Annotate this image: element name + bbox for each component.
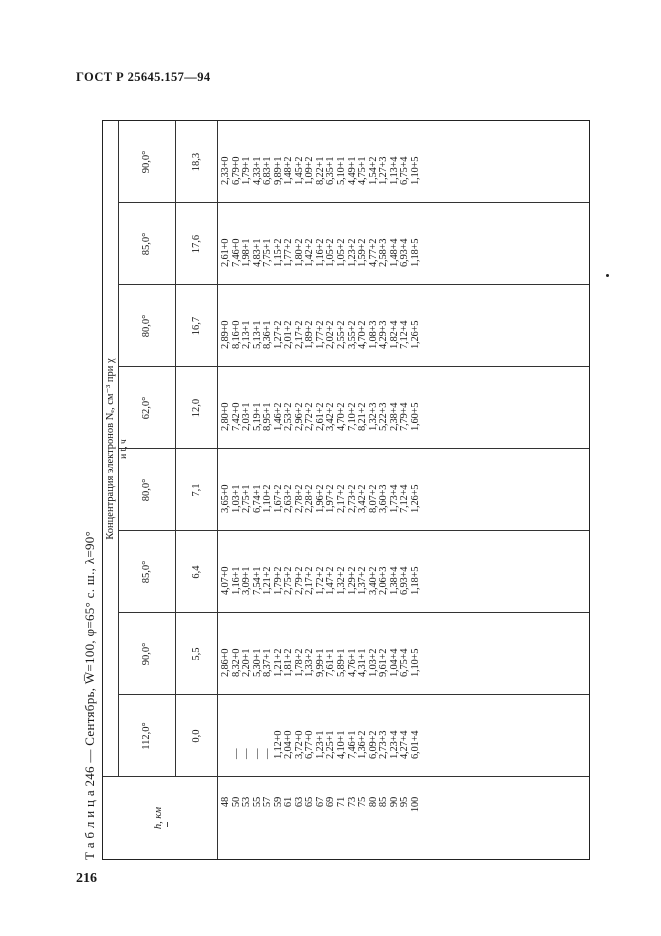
value-cell: 1,81+2 <box>283 648 295 677</box>
page-number: 216 <box>76 871 97 886</box>
value-cell: — <box>230 748 242 759</box>
value-cell: 5,89+1 <box>336 648 348 677</box>
value-cell: 1,78+2 <box>293 648 305 677</box>
row-header: h, км <box>153 806 164 830</box>
chi-header: 80,0° <box>141 478 152 502</box>
value-cell: 7,75+1 <box>262 238 274 267</box>
value-cell: 6,74+1 <box>251 484 263 513</box>
value-cell: 2,17+2 <box>293 320 305 349</box>
value-cell: 4,83+1 <box>251 238 263 267</box>
value-cell: 6,77+0 <box>304 730 316 759</box>
value-cell: 4,10+1 <box>336 730 348 759</box>
value-cell: 9,99+1 <box>314 648 326 677</box>
value-cell: 2,89+0 <box>220 320 231 349</box>
value-cell: 3,42+2 <box>325 402 337 431</box>
value-cell: 2,04+0 <box>283 730 295 759</box>
heights-column <box>221 797 421 839</box>
value-cell: 4,33+1 <box>251 156 263 185</box>
height-cell: 59 <box>272 797 284 808</box>
value-cell: 4,70+2 <box>357 320 369 349</box>
value-cell: 1,21+2 <box>262 566 274 595</box>
chi-header: 85,0° <box>141 560 152 584</box>
value-cell: 1,23+1 <box>314 730 326 759</box>
value-cell: 6,93+4 <box>399 566 411 595</box>
value-cell: 4,49+1 <box>346 156 358 185</box>
value-cell: 1,03+2 <box>367 648 379 677</box>
value-cell: 4,76+1 <box>346 648 358 677</box>
value-cell: 4,77+2 <box>367 238 379 267</box>
column-rule <box>118 530 589 531</box>
value-cell: 2,06+3 <box>378 566 390 595</box>
value-column <box>221 535 421 595</box>
value-cell: 5,30+1 <box>251 648 263 677</box>
value-cell: 2,79+2 <box>293 566 305 595</box>
value-cell: 4,07+0 <box>220 566 231 595</box>
value-cell: 5,22+3 <box>378 402 390 431</box>
value-cell: 1,36+2 <box>357 730 369 759</box>
value-cell: 1,37+2 <box>357 566 369 595</box>
value-cell: — <box>241 748 253 759</box>
stray-mark <box>606 274 609 277</box>
t-header: 6,4 <box>191 565 202 579</box>
value-cell: 8,22+1 <box>314 156 326 185</box>
value-cell: 2,61+0 <box>220 238 231 267</box>
value-cell: 7,54+1 <box>251 566 263 595</box>
value-cell: 2,61+2 <box>314 402 326 431</box>
height-cell: 95 <box>399 797 411 808</box>
value-cell: 2,96+2 <box>293 402 305 431</box>
value-cell: 5,13+1 <box>251 320 263 349</box>
value-column <box>221 617 421 677</box>
value-cell: 7,79+4 <box>399 402 411 431</box>
column-rule <box>118 366 589 367</box>
value-cell: 1,98+1 <box>241 238 253 267</box>
value-cell: 2,28+2 <box>304 484 316 513</box>
height-cell: 65 <box>304 797 316 808</box>
value-cell: 2,13+1 <box>241 320 253 349</box>
height-cell: 75 <box>357 797 369 808</box>
column-rule <box>118 284 589 285</box>
value-cell: 3,42+2 <box>357 484 369 513</box>
value-cell: 7,12+4 <box>399 320 411 349</box>
value-cell: 1,27+3 <box>378 156 390 185</box>
rule-t-row <box>217 121 218 859</box>
value-cell: 4,31+1 <box>357 648 369 677</box>
value-cell: 3,60+3 <box>378 484 390 513</box>
value-cell: 3,55+2 <box>346 320 358 349</box>
height-cell: 63 <box>293 797 305 808</box>
height-cell: 85 <box>378 797 390 808</box>
value-cell: 2,17+2 <box>304 566 316 595</box>
value-cell: 1,16+1 <box>230 566 242 595</box>
value-cell: — <box>251 748 263 759</box>
value-cell: 7,46+0 <box>230 238 242 267</box>
value-cell: 8,32+0 <box>230 648 242 677</box>
value-cell: 1,54+2 <box>367 156 379 185</box>
value-cell: 4,70+2 <box>336 402 348 431</box>
value-cell: 1,18+5 <box>409 566 421 595</box>
value-cell: 1,38+4 <box>388 566 400 595</box>
value-cell: 2,25+1 <box>325 730 337 759</box>
t-header: 7,1 <box>191 483 202 497</box>
value-cell: 1,13+4 <box>388 156 400 185</box>
value-cell: 2,38+4 <box>388 402 400 431</box>
height-cell: 53 <box>241 797 253 808</box>
value-cell: 8,07+2 <box>367 484 379 513</box>
value-cell: 6,93+4 <box>399 238 411 267</box>
value-column <box>221 699 421 759</box>
value-cell: 1,42+2 <box>304 238 316 267</box>
value-cell: 4,27+4 <box>399 730 411 759</box>
value-cell: 6,09+2 <box>367 730 379 759</box>
value-cell: 1,09+2 <box>304 156 316 185</box>
value-cell: 3,72+0 <box>293 730 305 759</box>
value-cell: 1,33+2 <box>304 648 316 677</box>
chi-header: 90,0° <box>141 642 152 666</box>
value-cell: 2,17+2 <box>336 484 348 513</box>
value-cell: 2,01+2 <box>283 320 295 349</box>
height-cell: 100 <box>409 797 421 813</box>
value-cell: 1,48+2 <box>283 156 295 185</box>
chi-header: 90,0° <box>141 150 152 174</box>
rotated-table-area <box>80 120 590 860</box>
value-cell: 1,10+5 <box>409 156 421 185</box>
value-cell: 1,96+2 <box>314 484 326 513</box>
value-cell: 1,26+5 <box>409 484 421 513</box>
value-cell: 7,42+0 <box>230 402 242 431</box>
height-cell: 80 <box>367 797 379 808</box>
table-caption: Т а б л и ц а 246 — Сентябрь, W̅=100, φ=65° с. ш., λ=90° <box>82 530 97 860</box>
value-cell <box>221 699 232 759</box>
height-cell: 69 <box>325 797 337 808</box>
value-cell: 1,97+2 <box>325 484 337 513</box>
value-cell: 2,78+2 <box>293 484 305 513</box>
value-cell: 1,60+5 <box>409 402 421 431</box>
value-cell: 1,21+2 <box>272 648 284 677</box>
value-cell: 3,65+0 <box>220 484 231 513</box>
value-cell: 2,63+2 <box>283 484 295 513</box>
value-cell: 9,89+1 <box>272 156 284 185</box>
value-cell: 2,55+2 <box>336 320 348 349</box>
t-header: 0,0 <box>191 729 202 743</box>
group-header: Концентрация электронов Nₑ, см⁻³ при χ <box>105 358 116 540</box>
value-cell: 2,33+0 <box>220 156 231 185</box>
height-cell: 48 <box>220 797 231 808</box>
value-cell: 2,75+1 <box>241 484 253 513</box>
height-cell: 50 <box>230 797 242 808</box>
value-cell: 1,67+2 <box>272 484 284 513</box>
value-cell: 1,80+2 <box>293 238 305 267</box>
value-cell: 1,12+0 <box>272 730 284 759</box>
height-cell: 71 <box>336 797 348 808</box>
value-column <box>221 125 421 185</box>
value-cell: 2,58+3 <box>378 238 390 267</box>
rule-h-column <box>103 776 589 777</box>
value-cell: 6,01+4 <box>409 730 421 759</box>
t-header: 5,5 <box>191 647 202 661</box>
height-cell: 55 <box>251 797 263 808</box>
value-cell: 1,79+1 <box>241 156 253 185</box>
height-cell: 57 <box>262 797 274 808</box>
t-header: 17,6 <box>191 234 202 254</box>
value-cell: 1,15+2 <box>272 238 284 267</box>
value-cell: 2,80+0 <box>220 402 231 431</box>
value-cell: 2,20+1 <box>241 648 253 677</box>
value-cell: 2,02+2 <box>325 320 337 349</box>
height-cell: 61 <box>283 797 295 808</box>
value-cell: 1,89+2 <box>304 320 316 349</box>
value-cell: 1,77+2 <box>283 238 295 267</box>
value-cell: 8,21+2 <box>357 402 369 431</box>
value-cell: 1,32+3 <box>367 402 379 431</box>
value-cell: 6,83+1 <box>262 156 274 185</box>
value-cell: 1,05+2 <box>325 238 337 267</box>
value-cell: 1,18+5 <box>409 238 421 267</box>
value-cell: 1,23+2 <box>346 238 358 267</box>
column-rule <box>118 448 589 449</box>
value-cell: 7,10+2 <box>346 402 358 431</box>
value-cell: 1,72+2 <box>314 566 326 595</box>
value-cell: 6,75+4 <box>399 156 411 185</box>
value-cell: 1,48+4 <box>388 238 400 267</box>
t-header: 12,0 <box>191 398 202 418</box>
value-cell: 1,27+2 <box>272 320 284 349</box>
page-header: ГОСТ Р 25645.157—94 <box>76 70 211 84</box>
chi-header: 62,0° <box>141 396 152 420</box>
value-cell: 7,46+1 <box>346 730 358 759</box>
value-cell: 1,04+4 <box>388 648 400 677</box>
data-table <box>102 120 590 860</box>
value-cell: 4,29+3 <box>378 320 390 349</box>
value-cell: 2,86+0 <box>220 648 231 677</box>
value-cell: 2,73+2 <box>346 484 358 513</box>
value-cell: 9,61+2 <box>378 648 390 677</box>
value-cell: 2,03+1 <box>241 402 253 431</box>
sub-header: и t, ч <box>119 439 129 459</box>
value-column <box>221 453 421 513</box>
value-cell: 8,36+1 <box>262 320 274 349</box>
value-cell: 7,12+4 <box>399 484 411 513</box>
value-cell: 1,10+2 <box>262 484 274 513</box>
value-cell: 8,95+1 <box>262 402 274 431</box>
value-cell: 6,75+4 <box>399 648 411 677</box>
rule-chi-row <box>175 121 176 777</box>
value-cell: 2,73+3 <box>378 730 390 759</box>
height-cell: 73 <box>346 797 358 808</box>
value-cell: — <box>262 748 274 759</box>
value-cell: 3,09+1 <box>241 566 253 595</box>
value-cell: 2,72+2 <box>304 402 316 431</box>
value-cell: 8,37+1 <box>262 648 274 677</box>
value-cell: 1,16+2 <box>314 238 326 267</box>
value-cell: 4,75+1 <box>357 156 369 185</box>
value-cell: 1,73+4 <box>388 484 400 513</box>
value-column <box>221 371 421 431</box>
column-rule <box>118 202 589 203</box>
value-cell: 8,16+0 <box>230 320 242 349</box>
chi-header: 80,0° <box>141 314 152 338</box>
chi-header: 85,0° <box>141 232 152 256</box>
value-column <box>221 289 421 349</box>
height-cell: 67 <box>314 797 326 808</box>
t-header: 16,7 <box>191 316 202 336</box>
value-cell: 1,23+4 <box>388 730 400 759</box>
value-cell: 5,10+1 <box>336 156 348 185</box>
value-cell: 6,79+0 <box>230 156 242 185</box>
value-cell: 1,47+2 <box>325 566 337 595</box>
value-cell: 1,08+3 <box>367 320 379 349</box>
value-cell: 1,82+4 <box>388 320 400 349</box>
value-cell: 1,29+2 <box>346 566 358 595</box>
value-cell: 1,26+5 <box>409 320 421 349</box>
value-cell: 1,45+2 <box>293 156 305 185</box>
value-cell: 2,53+2 <box>283 402 295 431</box>
column-rule <box>118 612 589 613</box>
height-cell: 90 <box>388 797 400 808</box>
value-cell: 1,05+2 <box>336 238 348 267</box>
value-column <box>221 207 421 267</box>
value-cell: 1,03+1 <box>230 484 242 513</box>
value-cell: 1,32+2 <box>336 566 348 595</box>
value-cell: 5,19+1 <box>251 402 263 431</box>
value-cell: 1,46+2 <box>272 402 284 431</box>
value-cell: 1,77+2 <box>314 320 326 349</box>
value-cell: 1,59+2 <box>357 238 369 267</box>
value-cell: 6,35+1 <box>325 156 337 185</box>
chi-header: 112,0° <box>141 722 152 750</box>
value-cell: 1,79+2 <box>272 566 284 595</box>
value-cell: 7,61+1 <box>325 648 337 677</box>
t-header: 18,3 <box>191 152 202 172</box>
value-cell: 3,40+2 <box>367 566 379 595</box>
column-rule <box>118 694 589 695</box>
value-cell: 2,75+2 <box>283 566 295 595</box>
value-cell: 1,10+5 <box>409 648 421 677</box>
